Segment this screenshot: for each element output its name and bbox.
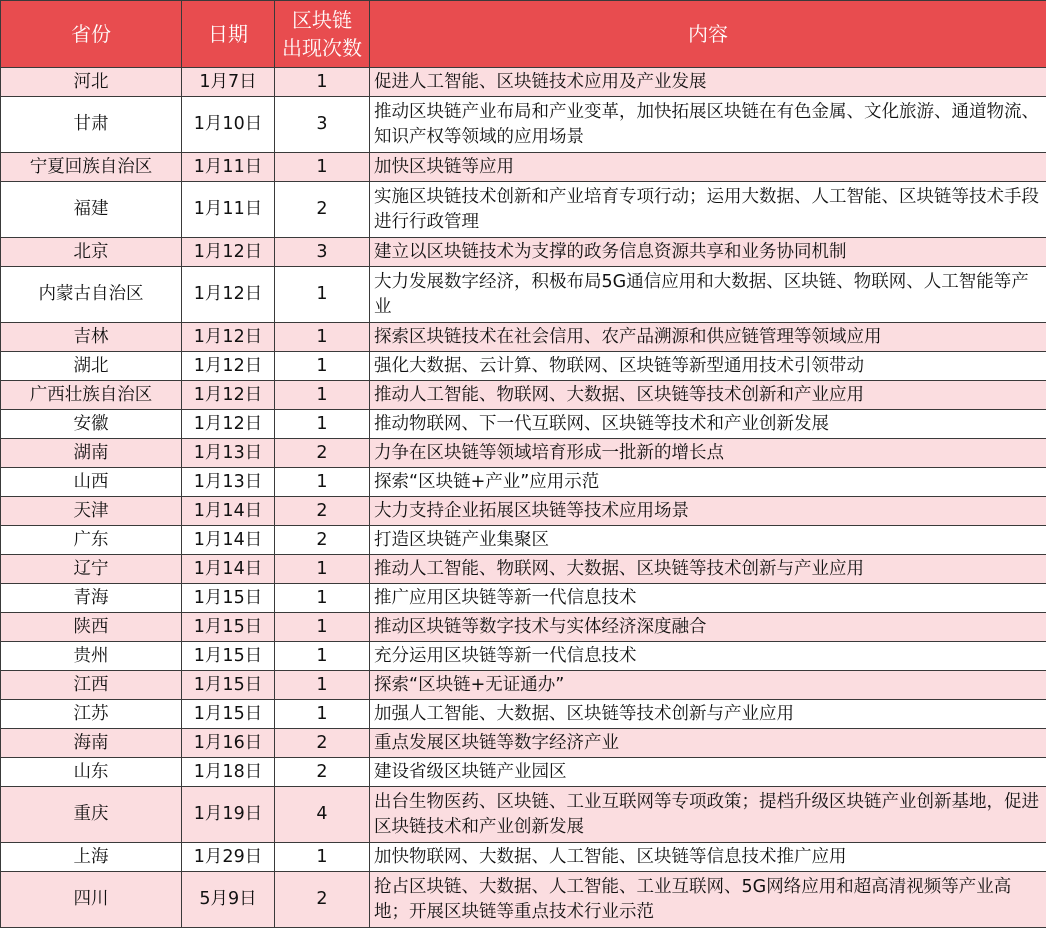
province-cell: 北京 <box>1 238 182 267</box>
table-row <box>1 381 1046 410</box>
content-cell: 大力支持企业拓展区块链等技术应用场景 <box>370 497 1046 526</box>
date-cell: 1月12日 <box>182 410 275 439</box>
count-cell: 1 <box>275 613 370 642</box>
content-cell: 推动人工智能、物联网、大数据、区块链等技术创新与产业应用 <box>370 555 1046 584</box>
date-cell: 1月15日 <box>182 700 275 729</box>
content-cell: 加强人工智能、大数据、区块链等技术创新与产业应用 <box>370 700 1046 729</box>
table-row <box>1 872 1046 928</box>
content-cell: 实施区块链技术创新和产业培育专项行动；运用大数据、人工智能、区块链等技术手段进行行政管理 <box>370 182 1046 238</box>
province-cell: 江西 <box>1 671 182 700</box>
count-cell: 1 <box>275 843 370 872</box>
table-row <box>1 671 1046 700</box>
content-cell: 推动区块链产业布局和产业变革，加快拓展区块链在有色金属、文化旅游、通道物流、知识产权等领域的应用场景 <box>370 97 1046 153</box>
header-date: 日期 <box>182 1 275 68</box>
table-row <box>1 758 1046 787</box>
count-cell: 2 <box>275 758 370 787</box>
content-cell: 充分运用区块链等新一代信息技术 <box>370 642 1046 671</box>
count-cell: 4 <box>275 787 370 843</box>
table-row <box>1 526 1046 555</box>
content-cell: 重点发展区块链等数字经济产业 <box>370 729 1046 758</box>
table-row <box>1 182 1046 238</box>
date-cell: 1月19日 <box>182 787 275 843</box>
content-cell: 强化大数据、云计算、物联网、区块链等新型通用技术引领带动 <box>370 352 1046 381</box>
count-cell: 1 <box>275 671 370 700</box>
province-cell: 贵州 <box>1 642 182 671</box>
table-row <box>1 729 1046 758</box>
province-cell: 辽宁 <box>1 555 182 584</box>
province-cell: 湖南 <box>1 439 182 468</box>
table-row <box>1 787 1046 843</box>
date-cell: 1月12日 <box>182 267 275 323</box>
province-cell: 甘肃 <box>1 97 182 153</box>
date-cell: 1月14日 <box>182 555 275 584</box>
header-count <box>275 1 370 68</box>
province-cell: 宁夏回族自治区 <box>1 153 182 182</box>
province-cell: 安徽 <box>1 410 182 439</box>
count-cell: 1 <box>275 555 370 584</box>
date-cell: 1月13日 <box>182 439 275 468</box>
table-row <box>1 700 1046 729</box>
date-cell: 1月12日 <box>182 323 275 352</box>
date-cell: 1月29日 <box>182 843 275 872</box>
table-row <box>1 97 1046 153</box>
count-cell: 1 <box>275 323 370 352</box>
province-cell: 吉林 <box>1 323 182 352</box>
province-cell: 湖北 <box>1 352 182 381</box>
date-cell: 1月15日 <box>182 671 275 700</box>
table-row <box>1 410 1046 439</box>
count-cell: 2 <box>275 729 370 758</box>
table-row <box>1 238 1046 267</box>
count-cell: 1 <box>275 153 370 182</box>
date-cell: 1月13日 <box>182 468 275 497</box>
province-cell: 陕西 <box>1 613 182 642</box>
date-cell: 1月12日 <box>182 352 275 381</box>
province-cell: 海南 <box>1 729 182 758</box>
province-cell: 重庆 <box>1 787 182 843</box>
province-cell: 天津 <box>1 497 182 526</box>
header-province: 省份 <box>1 1 182 68</box>
province-cell: 江苏 <box>1 700 182 729</box>
content-cell: 出台生物医药、区块链、工业互联网等专项政策；提档升级区块链产业创新基地，促进区块链技术和产业创新发展 <box>370 787 1046 843</box>
count-cell: 1 <box>275 584 370 613</box>
content-cell: 加快区块链等应用 <box>370 153 1046 182</box>
table-row <box>1 555 1046 584</box>
content-cell: 建立以区块链技术为支撑的政务信息资源共享和业务协同机制 <box>370 238 1046 267</box>
count-cell: 1 <box>275 352 370 381</box>
header-content: 内容 <box>370 1 1046 68</box>
date-cell: 1月12日 <box>182 238 275 267</box>
count-cell: 1 <box>275 468 370 497</box>
count-cell: 2 <box>275 182 370 238</box>
content-cell: 力争在区块链等领域培育形成一批新的增长点 <box>370 439 1046 468</box>
content-cell: 推动人工智能、物联网、大数据、区块链等技术创新和产业应用 <box>370 381 1046 410</box>
count-cell: 1 <box>275 267 370 323</box>
content-cell: 打造区块链产业集聚区 <box>370 526 1046 555</box>
province-cell: 广西壮族自治区 <box>1 381 182 410</box>
table-row <box>1 584 1046 613</box>
content-cell: 探索“区块链+无证通办” <box>370 671 1046 700</box>
content-cell: 大力发展数字经济，积极布局5G通信应用和大数据、区块链、物联网、人工智能等产业 <box>370 267 1046 323</box>
table-row <box>1 439 1046 468</box>
province-cell: 四川 <box>1 872 182 928</box>
content-cell: 推广应用区块链等新一代信息技术 <box>370 584 1046 613</box>
province-cell: 内蒙古自治区 <box>1 267 182 323</box>
date-cell: 1月11日 <box>182 182 275 238</box>
date-cell: 5月9日 <box>182 872 275 928</box>
date-cell: 1月15日 <box>182 584 275 613</box>
province-cell: 河北 <box>1 68 182 97</box>
table-row <box>1 68 1046 97</box>
header-count-line2: 出现次数 <box>282 36 362 60</box>
province-cell: 青海 <box>1 584 182 613</box>
count-cell: 2 <box>275 526 370 555</box>
content-cell: 加快物联网、大数据、人工智能、区块链等信息技术推广应用 <box>370 843 1046 872</box>
table-row <box>1 642 1046 671</box>
count-cell: 1 <box>275 700 370 729</box>
province-cell: 山东 <box>1 758 182 787</box>
province-cell: 上海 <box>1 843 182 872</box>
table-row <box>1 153 1046 182</box>
province-cell: 山西 <box>1 468 182 497</box>
count-cell: 1 <box>275 410 370 439</box>
content-cell: 推动物联网、下一代互联网、区块链等技术和产业创新发展 <box>370 410 1046 439</box>
count-cell: 3 <box>275 97 370 153</box>
date-cell: 1月15日 <box>182 642 275 671</box>
content-cell: 促进人工智能、区块链技术应用及产业发展 <box>370 68 1046 97</box>
province-cell: 广东 <box>1 526 182 555</box>
count-cell: 2 <box>275 439 370 468</box>
count-cell: 3 <box>275 238 370 267</box>
table-row <box>1 468 1046 497</box>
date-cell: 1月10日 <box>182 97 275 153</box>
count-cell: 1 <box>275 381 370 410</box>
table-row <box>1 323 1046 352</box>
content-cell: 探索区块链技术在社会信用、农产品溯源和供应链管理等领域应用 <box>370 323 1046 352</box>
count-cell: 2 <box>275 497 370 526</box>
date-cell: 1月11日 <box>182 153 275 182</box>
header-count-line1: 区块链 <box>292 8 352 32</box>
content-cell: 探索“区块链+产业”应用示范 <box>370 468 1046 497</box>
table-row <box>1 613 1046 642</box>
table-row <box>1 267 1046 323</box>
date-cell: 1月7日 <box>182 68 275 97</box>
content-cell: 推动区块链等数字技术与实体经济深度融合 <box>370 613 1046 642</box>
table-row <box>1 497 1046 526</box>
content-cell: 抢占区块链、大数据、人工智能、工业互联网、5G网络应用和超高清视频等产业高地；开展区块链等重点技术行业示范 <box>370 872 1046 928</box>
date-cell: 1月15日 <box>182 613 275 642</box>
header-row <box>1 1 1046 68</box>
count-cell: 1 <box>275 642 370 671</box>
province-cell: 福建 <box>1 182 182 238</box>
date-cell: 1月18日 <box>182 758 275 787</box>
date-cell: 1月14日 <box>182 526 275 555</box>
count-cell: 1 <box>275 68 370 97</box>
count-cell: 2 <box>275 872 370 928</box>
date-cell: 1月16日 <box>182 729 275 758</box>
table-row <box>1 352 1046 381</box>
content-cell: 建设省级区块链产业园区 <box>370 758 1046 787</box>
date-cell: 1月12日 <box>182 381 275 410</box>
date-cell: 1月14日 <box>182 497 275 526</box>
table-row <box>1 843 1046 872</box>
